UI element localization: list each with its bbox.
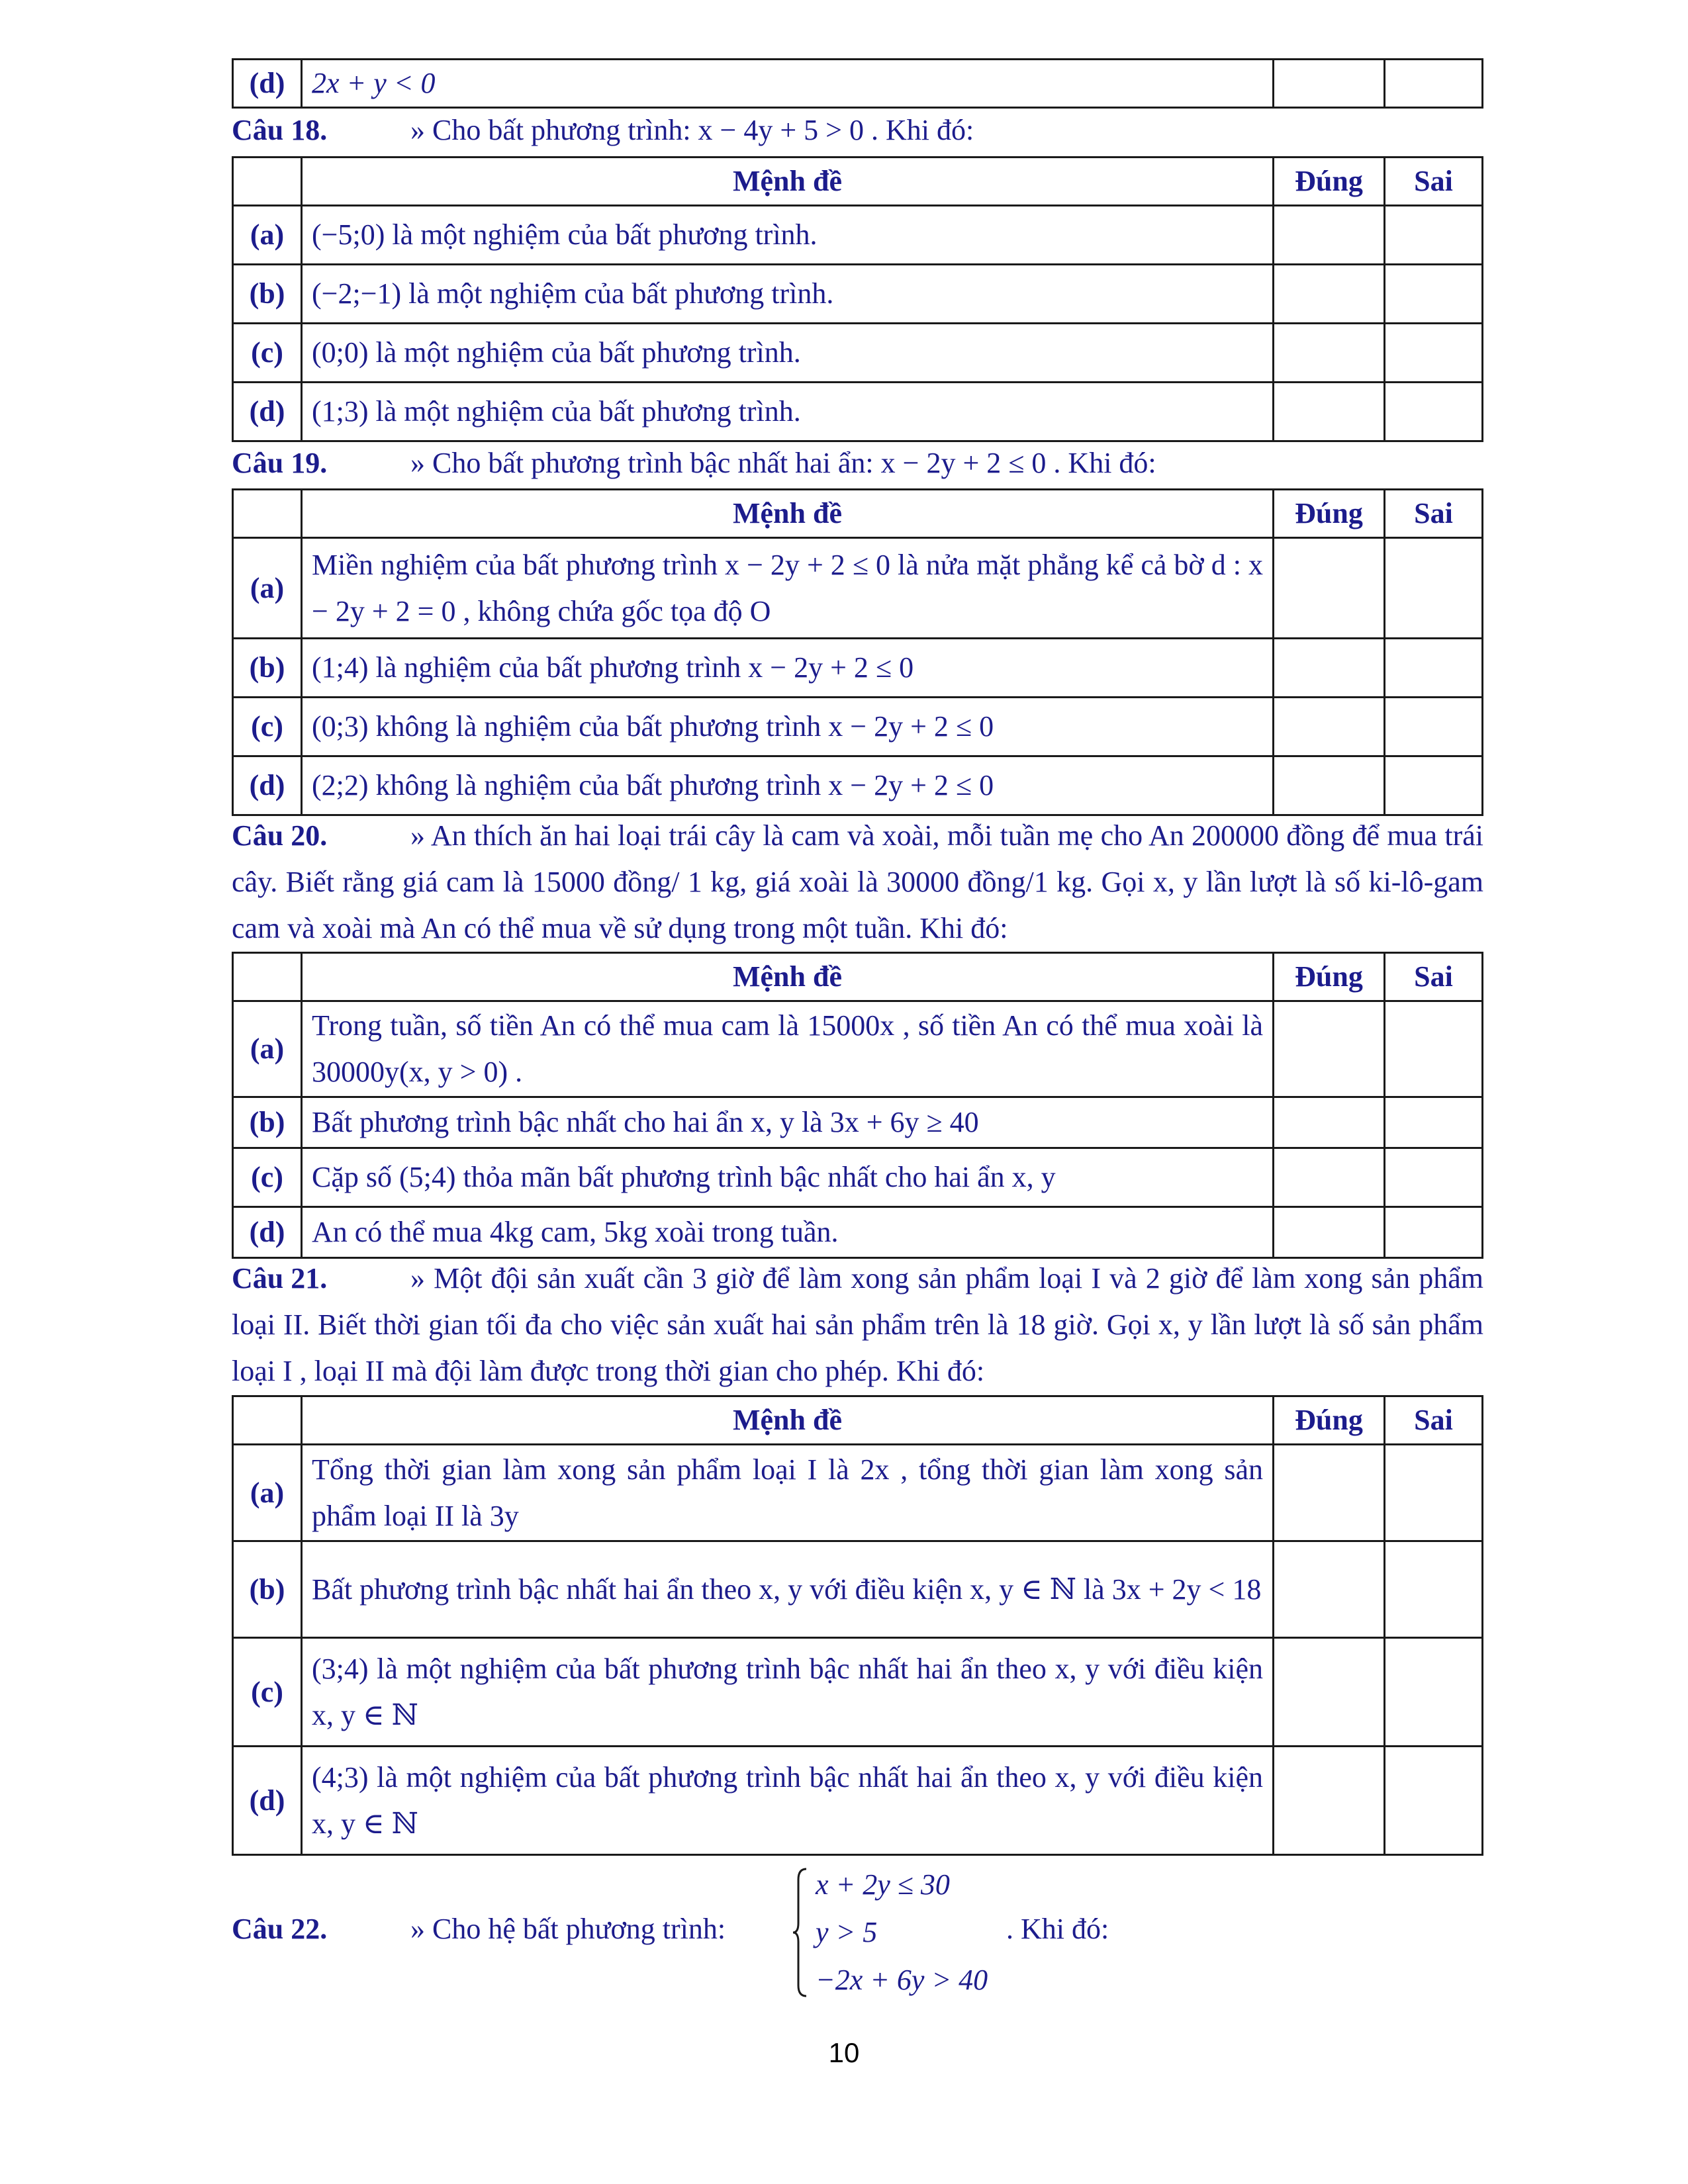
question-number: Câu 22. (232, 1913, 328, 1945)
true-cell[interactable] (1274, 1638, 1385, 1747)
q18-table (232, 156, 1483, 442)
system-line: x + 2y ≤ 30 (816, 1868, 950, 1901)
false-cell[interactable] (1385, 1001, 1483, 1097)
question-number: Câu 18. (232, 114, 328, 146)
table-row (233, 1445, 1483, 1541)
row-statement: 2x + y < 0 (302, 60, 1274, 108)
table-row (233, 1001, 1483, 1097)
row-label: (b) (233, 1541, 302, 1638)
row-statement: (4;3) là một nghiệm của bất phương trình bậc nhất hai ẩn theo x, y với điều kiện x, y ∈ ℕ (302, 1747, 1274, 1855)
true-cell[interactable] (1274, 1747, 1385, 1855)
row-label: (c) (233, 324, 302, 383)
true-cell[interactable] (1274, 1097, 1385, 1148)
header-false: Sai (1385, 1396, 1483, 1445)
table-row (233, 1638, 1483, 1747)
true-cell[interactable] (1274, 756, 1385, 815)
false-cell[interactable] (1385, 756, 1483, 815)
true-cell[interactable] (1274, 639, 1385, 698)
header-statement: Mệnh đề (302, 490, 1274, 538)
question-text: » Cho bất phương trình bậc nhất hai ẩn: x − 2y + 2 ≤ 0 . Khi đó: (410, 447, 1156, 479)
false-cell[interactable] (1385, 60, 1483, 108)
false-cell[interactable] (1385, 324, 1483, 383)
row-label: (c) (233, 1148, 302, 1207)
table-row (233, 1747, 1483, 1855)
true-cell[interactable] (1274, 1001, 1385, 1097)
false-cell[interactable] (1385, 1148, 1483, 1207)
row-statement: Bất phương trình bậc nhất hai ẩn theo x, y với điều kiện x, y ∈ ℕ là 3x + 2y < 18 (302, 1541, 1274, 1638)
question-19 (232, 440, 1483, 486)
row-label: (b) (233, 265, 302, 324)
row-statement: (1;4) là nghiệm của bất phương trình x − 2y + 2 ≤ 0 (302, 639, 1274, 698)
row-statement: (−5;0) là một nghiệm của bất phương trình. (302, 206, 1274, 265)
header-true: Đúng (1274, 158, 1385, 206)
row-statement: (2;2) không là nghiệm của bất phương trình x − 2y + 2 ≤ 0 (302, 756, 1274, 815)
true-cell[interactable] (1274, 1445, 1385, 1541)
header-statement: Mệnh đề (302, 953, 1274, 1001)
question-text: » Cho bất phương trình: x − 4y + 5 > 0 . Khi đó: (410, 114, 974, 146)
table-header (233, 953, 1483, 1001)
row-label: (c) (233, 1638, 302, 1747)
true-cell[interactable] (1274, 60, 1385, 108)
header-statement: Mệnh đề (302, 158, 1274, 206)
row-statement: An có thể mua 4kg cam, 5kg xoài trong tuần. (302, 1207, 1274, 1258)
system-line: −2x + 6y > 40 (816, 1964, 988, 1996)
header-true: Đúng (1274, 1396, 1385, 1445)
q21-table (232, 1395, 1483, 1856)
table-row (233, 1207, 1483, 1258)
header-true: Đúng (1274, 490, 1385, 538)
true-cell[interactable] (1274, 538, 1385, 639)
question-text: » Cho hệ bất phương trình: (410, 1913, 726, 1945)
false-cell[interactable] (1385, 698, 1483, 756)
row-statement: (0;0) là một nghiệm của bất phương trình. (302, 324, 1274, 383)
row-statement: Bất phương trình bậc nhất cho hai ẩn x, y là 3x + 6y ≥ 40 (302, 1097, 1274, 1148)
true-cell[interactable] (1274, 1148, 1385, 1207)
header-statement: Mệnh đề (302, 1396, 1274, 1445)
page-number: 10 (828, 2037, 860, 2068)
row-statement: (0;3) không là nghiệm của bất phương trình x − 2y + 2 ≤ 0 (302, 698, 1274, 756)
question-number: Câu 21. (232, 1262, 328, 1295)
row-label: (d) (233, 383, 302, 441)
false-cell[interactable] (1385, 1747, 1483, 1855)
question-18 (232, 107, 1483, 154)
false-cell[interactable] (1385, 639, 1483, 698)
false-cell[interactable] (1385, 1638, 1483, 1747)
header-false: Sai (1385, 953, 1483, 1001)
row-statement: (1;3) là một nghiệm của bất phương trình. (302, 383, 1274, 441)
question-suffix: . Khi đó: (1006, 1913, 1109, 1945)
inequality-system (816, 1861, 988, 2004)
table-row (233, 206, 1483, 265)
false-cell[interactable] (1385, 383, 1483, 441)
system-line: y > 5 (816, 1916, 878, 1948)
false-cell[interactable] (1385, 1445, 1483, 1541)
table-header (233, 158, 1483, 206)
row-label: (d) (233, 1747, 302, 1855)
question-text: » Một đội sản xuất cần 3 giờ để làm xong sản phẩm loại I và 2 giờ để làm xong sản phẩm loại II. Biết thời gian tối đa cho việc sản xuất hai sản phẩm trên là 18 giờ. Gọi x, y lần lượt là số sản phẩm loại I , loại II mà đội làm được trong thời gian cho phép. Khi đó: (232, 1262, 1483, 1387)
row-label: (b) (233, 1097, 302, 1148)
system-brace-icon (790, 1866, 810, 1999)
false-cell[interactable] (1385, 1207, 1483, 1258)
row-label: (a) (233, 1445, 302, 1541)
table-row (233, 538, 1483, 639)
header-false: Sai (1385, 490, 1483, 538)
row-label: (a) (233, 538, 302, 639)
row-label: (a) (233, 206, 302, 265)
false-cell[interactable] (1385, 265, 1483, 324)
row-statement: (−2;−1) là một nghiệm của bất phương trình. (302, 265, 1274, 324)
true-cell[interactable] (1274, 265, 1385, 324)
table-row (233, 60, 1483, 108)
table-row (233, 265, 1483, 324)
false-cell[interactable] (1385, 1541, 1483, 1638)
row-label: (d) (233, 1207, 302, 1258)
q20-table (232, 952, 1483, 1259)
table-row (233, 756, 1483, 815)
row-label: (a) (233, 1001, 302, 1097)
row-label: (c) (233, 698, 302, 756)
q19-table (232, 488, 1483, 816)
question-20 (232, 813, 1483, 952)
true-cell[interactable] (1274, 698, 1385, 756)
false-cell[interactable] (1385, 538, 1483, 639)
row-statement: Trong tuần, số tiền An có thể mua cam là 15000x , số tiền An có thể mua xoài là 30000y(x, y > 0) . (302, 1001, 1274, 1097)
table-row (233, 383, 1483, 441)
row-statement: (3;4) là một nghiệm của bất phương trình bậc nhất hai ẩn theo x, y với điều kiện x, y ∈ ℕ (302, 1638, 1274, 1747)
true-cell[interactable] (1274, 1207, 1385, 1258)
true-cell[interactable] (1274, 324, 1385, 383)
question-text: » An thích ăn hai loại trái cây là cam và xoài, mỗi tuần mẹ cho An 200000 đồng để mua trái cây. Biết rằng giá cam là 15000 đồng/ 1 kg, giá xoài là 30000 đồng/1 kg. Gọi x, y lần lượt là số ki-lô-gam cam và xoài mà An có thể mua về sử dụng trong một tuần. Khi đó: (232, 819, 1483, 944)
question-number: Câu 19. (232, 447, 328, 479)
header-false: Sai (1385, 158, 1483, 206)
row-statement: Miền nghiệm của bất phương trình x − 2y + 2 ≤ 0 là nửa mặt phẳng kể cả bờ d : x − 2y + 2 = 0 , không chứa gốc tọa độ O (302, 538, 1274, 639)
row-statement: Cặp số (5;4) thỏa mãn bất phương trình bậc nhất cho hai ẩn x, y (302, 1148, 1274, 1207)
table-row (233, 1097, 1483, 1148)
table-row (233, 639, 1483, 698)
table-row (233, 1148, 1483, 1207)
table-row (233, 698, 1483, 756)
row-label: (b) (233, 639, 302, 698)
header-true: Đúng (1274, 953, 1385, 1001)
row-statement: Tổng thời gian làm xong sản phẩm loại I là 2x , tổng thời gian làm xong sản phẩm loại II là 3y (302, 1445, 1274, 1541)
q17-table-tail (232, 58, 1483, 109)
row-label: (d) (233, 60, 302, 108)
question-21 (232, 1255, 1483, 1394)
table-row (233, 324, 1483, 383)
false-cell[interactable] (1385, 1097, 1483, 1148)
true-cell[interactable] (1274, 206, 1385, 265)
question-number: Câu 20. (232, 819, 328, 852)
row-label: (d) (233, 756, 302, 815)
true-cell[interactable] (1274, 383, 1385, 441)
table-row (233, 1541, 1483, 1638)
table-header (233, 1396, 1483, 1445)
false-cell[interactable] (1385, 206, 1483, 265)
true-cell[interactable] (1274, 1541, 1385, 1638)
table-header (233, 490, 1483, 538)
